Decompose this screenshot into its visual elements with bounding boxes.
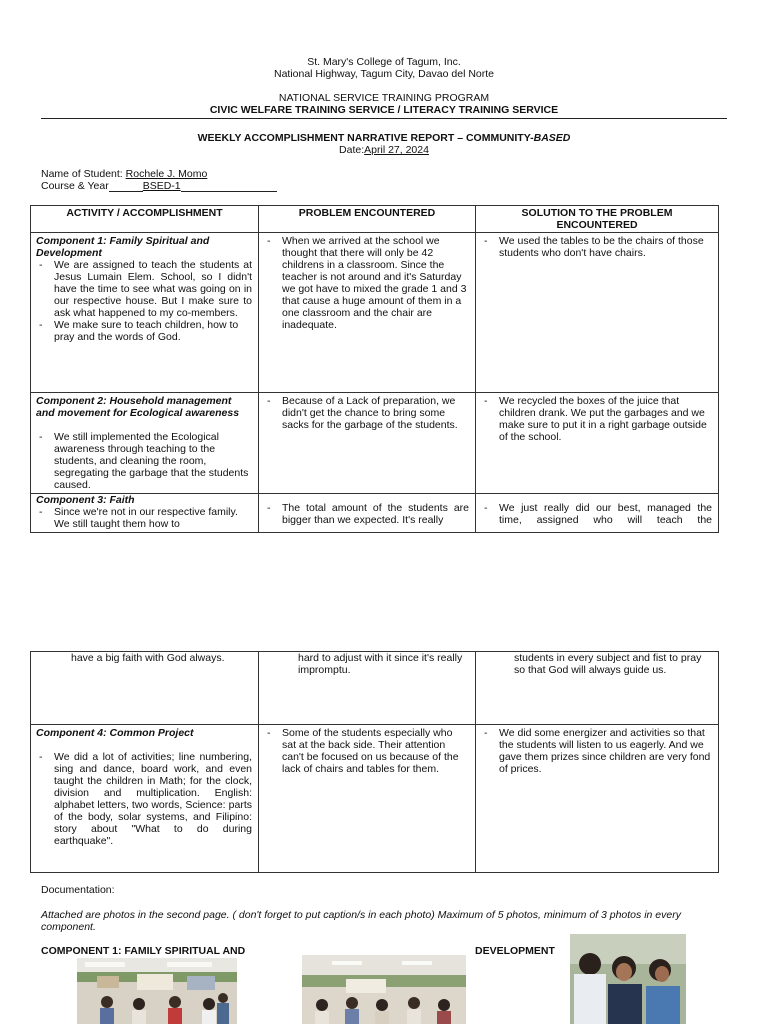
header-solution: SOLUTION TO THE PROBLEM ENCOUNTERED <box>476 206 719 233</box>
component-1-photo-heading-continued: DEVELOPMENT <box>475 945 555 957</box>
solution-cell <box>476 725 719 873</box>
component-2-title: Component 2: Household management and movement for Ecological awareness <box>36 395 240 419</box>
header-problem: PROBLEM ENCOUNTERED <box>259 206 476 233</box>
header-activity: ACTIVITY / ACCOMPLISHMENT <box>31 206 259 233</box>
table-row <box>31 652 719 725</box>
problem-cell <box>259 393 476 494</box>
documentation-note: Attached are photos in the second page. ( don't forget to put caption/s in each photo) Maximum of 5 photos, minimum of 3 photos in every component. <box>41 909 681 933</box>
report-title: WEEKLY ACCOMPLISHMENT NARRATIVE REPORT – COMMUNITY-BASED <box>197 132 571 144</box>
component-3-title: Component 3: Faith <box>36 494 135 506</box>
activity-cell <box>31 725 259 873</box>
college-address: National Highway, Tagum City, Davao del Norte <box>273 68 495 80</box>
component-1-photo-heading: COMPONENT 1: FAMILY SPIRITUAL AND <box>41 945 246 957</box>
solution-cell <box>476 233 719 393</box>
component-4-title: Component 4: Common Project <box>36 727 194 739</box>
table-row <box>31 725 719 873</box>
list-item: - We recycled the boxes of the juice that children drank. We put the garbages and we make sure to put it in a right garbage outside of the school. <box>499 395 712 443</box>
college-name: St. Mary's College of Tagum, Inc. <box>307 56 461 68</box>
student-info <box>41 168 277 192</box>
solution-cell <box>476 393 719 494</box>
problem-cell <box>259 233 476 393</box>
component-1-title: Component 1: Family Spiritual and Development <box>36 235 210 259</box>
list-item: - Some of the students especially who sat at the back side. Their attention can't be focused on us because of the lack of chairs and tables for them. <box>282 727 469 775</box>
list-item-continued: students in every subject and fist to pray so that God will always guide us. <box>514 652 702 676</box>
list-item: - We still implemented the Ecological awareness through teaching to the students, and cleaning the room, segregating the garbage that the students caused. <box>54 431 252 491</box>
students-photo-3 <box>570 934 686 1024</box>
list-item-continued: hard to adjust with it since it's really impromptu. <box>298 652 463 676</box>
list-item: - Since we're not in our respective family. We still taught them how to <box>54 506 252 530</box>
list-item: - Because of a Lack of preparation, we didn't get the chance to bring some sacks for the garbage of the students. <box>282 395 469 431</box>
documentation-label: Documentation: <box>41 884 115 896</box>
service-name: CIVIC WELFARE TRAINING SERVICE / LITERACY TRAINING SERVICE <box>209 104 559 116</box>
table-row <box>31 233 719 393</box>
list-item: - When we arrived at the school we thought that there will only be 42 childrens in a classroom. Since the teacher is not around and it's Saturday we got have to mixed the grade 1 and 3 that cause a huge amount of them in a one classroom and the chair are inadequate. <box>282 235 469 331</box>
problem-cell <box>259 494 476 533</box>
list-item-continued: have a big faith with God always. <box>71 652 225 664</box>
table-row <box>31 494 719 533</box>
course-year-line: Course & Year BSED-1 <box>41 180 277 192</box>
report-date: Date:April 27, 2024 <box>339 144 429 156</box>
list-item: - We are assigned to teach the students at Jesus Lumain Elem. School, so I didn't have the time to see what was going on in our respective house. But I make sure to ask what happened to my co-members. <box>54 259 252 319</box>
program-name: NATIONAL SERVICE TRAINING PROGRAM <box>278 92 490 104</box>
activity-cell <box>31 652 259 725</box>
solution-cell <box>476 652 719 725</box>
student-name-value: Rochele J. Momo <box>125 168 208 180</box>
course-year-value: BSED-1 <box>142 180 181 192</box>
list-item: - We used the tables to be the chairs of those students who don't have chairs. <box>499 235 712 259</box>
problem-cell <box>259 652 476 725</box>
accomplishment-table-page1 <box>30 205 719 533</box>
table-row <box>31 393 719 494</box>
classroom-photo-1 <box>77 958 237 1024</box>
report-title-block <box>0 132 768 156</box>
document-header <box>0 56 768 116</box>
list-item: - We make sure to teach children, how to pray and the words of God. <box>54 319 252 343</box>
activity-cell <box>31 393 259 494</box>
list-item: - We did some energizer and activities so that the students will listen to us eagerly. And we gave them prizes since children are very fond of prices. <box>499 727 712 775</box>
student-name-line: Name of Student: Rochele J. Momo <box>41 168 208 180</box>
solution-cell <box>476 494 719 533</box>
list-item: - The total amount of the students are bigger than we expected. It's really <box>282 502 469 526</box>
activity-cell <box>31 494 259 533</box>
header-divider <box>41 118 727 119</box>
accomplishment-table-page2 <box>30 651 719 873</box>
list-item: - We did a lot of activities; line numbering, sing and dance, board work, and even taught the children in Math; for the clock, division and multiplication. English: alphabet letters, two words, Science: parts of the body, solar systems, and Filipino: story about "What to do during earthquake". <box>54 751 252 847</box>
classroom-photo-2 <box>302 955 466 1024</box>
list-item: - We just really did our best, managed the time, assigned who will teach the <box>499 502 712 526</box>
problem-cell <box>259 725 476 873</box>
activity-cell <box>31 233 259 393</box>
